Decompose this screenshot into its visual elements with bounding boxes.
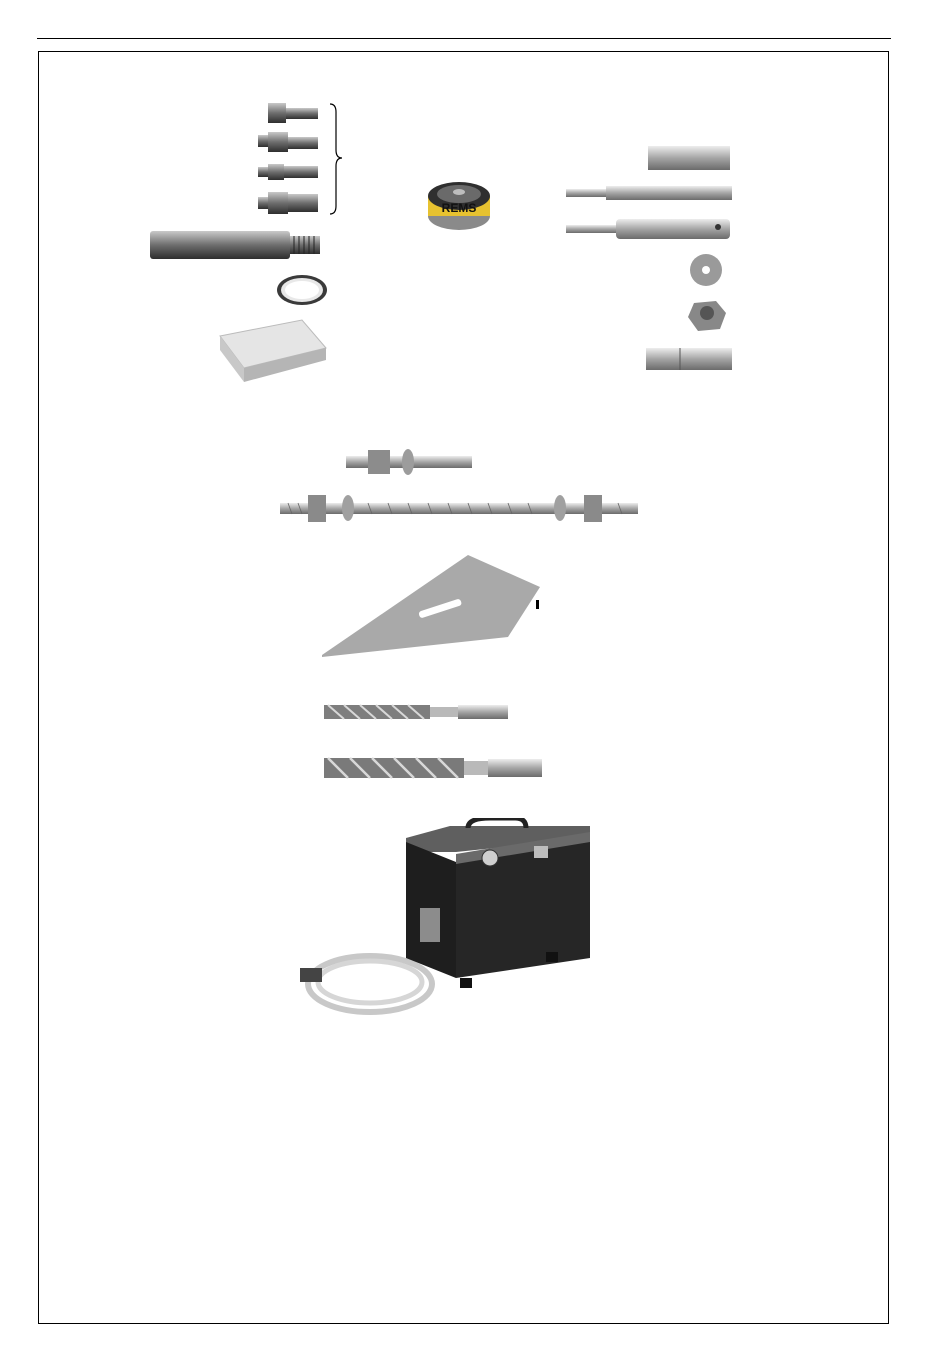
brand-label: REMS — [441, 201, 477, 215]
short-threaded-rod-figure — [342, 445, 474, 481]
sealing-block-figure — [214, 318, 332, 384]
long-threaded-rod-figure — [278, 490, 640, 528]
water-pressure-pump-figure — [300, 818, 600, 1020]
drill-bit-small-figure — [322, 700, 510, 724]
drilling-template-figure — [318, 553, 548, 661]
extension-tube-figure — [148, 228, 323, 262]
drill-bit-large-figure — [322, 752, 546, 784]
sealing-ring-figure — [274, 272, 330, 308]
anchor-set-figure — [560, 143, 740, 378]
spirit-level-figure — [424, 170, 494, 234]
header-rule — [37, 38, 891, 39]
core-bit-adapters-figure — [250, 100, 350, 225]
